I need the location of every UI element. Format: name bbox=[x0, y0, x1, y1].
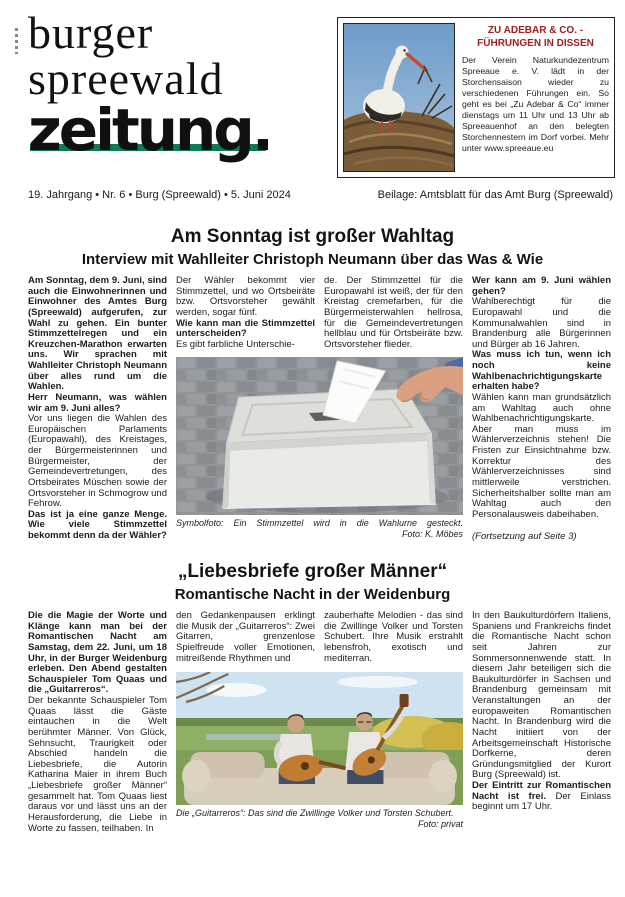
article1-column-2 bbox=[176, 276, 315, 353]
article2-subheadline: Romantische Nacht in der Weidenburg bbox=[174, 586, 451, 603]
ballot-box-caption bbox=[176, 518, 463, 541]
supplement-info: Beilage: Amtsblatt für das Amt Burg (Spreewald) bbox=[377, 189, 613, 201]
stork-illustration bbox=[344, 24, 454, 171]
caption-text: Symbolfoto: Ein Stimmzettel wird in die Wahlurne gesteckt. bbox=[176, 517, 463, 528]
article1-columns bbox=[0, 276, 625, 543]
article2-closing bbox=[472, 781, 611, 813]
article1-continuation-note: (Fortsetzung auf Seite 3) bbox=[472, 531, 577, 543]
article2-column-1 bbox=[28, 611, 167, 834]
article1-answer-2: Der Wähler bekommt vier Stimmzettel, und wo Ortsbeiräte bzw. Ortsvorsteher gewählt werden, sogar fünf. bbox=[176, 275, 315, 318]
photo-credit: Foto: K. Möbes bbox=[401, 529, 463, 540]
article1-column-1 bbox=[28, 276, 167, 543]
info-box-body: Der Verein Naturkundezentrum Spreeaue e. V. lädt in der Storchensaison wieder zu verschiedenen Führungen ein. So geht es bei „Zu Adebar & Co“ immer dienstags um 11 Uhr und 13 Uhr ab Spreeauenhof an den belegten Storchennestern im Dorf vorbei. Mehr unter www.spreeaue.eu bbox=[462, 55, 609, 153]
article2-closing-bold: Der Eintritt zur Romantischen Nacht ist frei. bbox=[472, 780, 611, 802]
ballot-box-figure bbox=[176, 357, 463, 543]
article1-column-4 bbox=[472, 276, 611, 543]
guitarists-photo bbox=[176, 672, 463, 805]
info-box-title bbox=[462, 25, 609, 50]
article1-subheadline: Interview mit Wahlleiter Christoph Neumann über das Was & Wie bbox=[81, 251, 544, 268]
article1-intro: Am Sonntag, dem 9. Juni, sind auch die Einwohnerinnen und Einwohner des Amtes Burg (Spreewald) aufgerufen, zur Wahl zu gehen. Ein bunter Stimmzettelregen und ein Kreuzchen-Marathon erwarten uns. Wir sprachen mit Wahlleiter Christoph Neumann über alles rund um die Wahlen. bbox=[28, 275, 167, 393]
article2-column-2 bbox=[176, 611, 315, 668]
article2-closing-rest: Der Einlass beginnt um 17 Uhr. bbox=[472, 790, 611, 813]
article2-intro: Die die Magie der Worte und Klänge kann man bei der Romantischen Nacht am Samstag, dem 22. Juni, um 18 Uhr, in der Burger Weidenburg erleben. Den Abend gestalten Schauspieler Tom Quaas und die „Guitarreros“. bbox=[28, 610, 167, 696]
article1-answer-3-continued: de. Der Stimmzettel für die Europawahl ist weiß, der für den Kreistag cremefarben, für die Bürgermeisterwahlen hellrosa, für die Gemeindevertretungen hellblau und für Ortsbeiräte bzw. Ortsvorsteher flieder. bbox=[324, 275, 463, 350]
article1-column-3 bbox=[324, 276, 463, 353]
info-box-text bbox=[462, 23, 609, 172]
guitarists-figure bbox=[176, 672, 463, 834]
article1-question-1: Herr Neumann, was wählen wir am 9. Juni alles? bbox=[28, 391, 167, 414]
article1-answer-4: Wahlberechtigt für die Europawahl und die Kommunalwahlen sind in Brandenburg alle Bürgerinnen und Bürger ab 16 Jahren. bbox=[472, 296, 611, 350]
article1-headline: Am Sonntag ist großer Wahltag bbox=[170, 226, 455, 247]
article2-columns bbox=[0, 611, 625, 834]
issue-line bbox=[28, 189, 613, 201]
stork-info-box bbox=[337, 17, 615, 178]
article2-body-3: zauberhafte Melodien - das sind die Zwillinge Volker und Torsten Schubert. Ihre Musik erstrahlt lebensfroh, exotisch und mediterran. bbox=[324, 610, 463, 664]
article2-body-4: In den Baukulturdörfern Italiens, Spaniens und Frankreichs findet die Romantische Nacht schon seit Jahren zur Sommersonnenwende statt. In diesem Jahr beteiligen sich die Baukulturdörfer in Sachsen und Brandenburg gemeinsam mit Veranstaltungen an der europaweiten Romantischen Nacht. In Brandenburg wird die Nacht initiiert von der Arbeitsgemeinschaft Historische Dorfkerne, deren Gründungsmitglied der Kurort Burg (Spreewald) ist. bbox=[472, 610, 611, 781]
masthead-period: . bbox=[251, 96, 274, 164]
article2-body-2: den Gedankenpausen erklingt die Musik der „Guitarreros“: Zwei Gitarren, grenzenlose Spielfreude voller Emotionen, mitreißende Rhythmen und bbox=[176, 610, 315, 664]
article1-question-4: Wer kann am 9. Juni wählen gehen? bbox=[472, 275, 611, 297]
article1-answer-3-start: Es gibt farbliche Unterschie- bbox=[176, 338, 295, 350]
masthead-title-line3-wrap bbox=[28, 96, 274, 168]
edge-print-mark bbox=[15, 28, 18, 54]
masthead-title-line1: burger bbox=[28, 7, 154, 58]
stork-photo bbox=[343, 23, 455, 172]
article2-column-3 bbox=[324, 611, 463, 668]
masthead bbox=[0, 0, 625, 212]
masthead-title-line3: zeitung bbox=[28, 96, 252, 164]
article2-body-1: Der bekannte Schauspieler Tom Quaas lässt die Gäste eintauchen in die Welt berühmter Männer. Von Glück, Sehnsucht, Traurigkeit oder Abschied handeln die Liebesbriefe, die Autorin Katharina Maier in ihrem Buch „Liebesbriefe großer Männer“ gesammelt hat. Tom Quaas liest daraus vor und lässt uns an der Herausforderung, die Liebe in Worte zu fassen, teilhaben. In bbox=[28, 695, 167, 834]
info-box-title-line2: FÜHRUNGEN IN DISSEN bbox=[477, 37, 594, 49]
article-wahltag bbox=[0, 226, 625, 543]
article1-question-2: Das ist ja eine ganze Menge. Wie viele Stimmzettel bekommt denn da der Wähler? bbox=[28, 508, 167, 541]
article1-answer-5: Wählen kann man grundsätzlich am Wahltag auch ohne Wahlbenachrichtigungskarte. Aber man muss im Wählerverzeichnis stehen! Die Fristen zur Einsichtnahme bzw. Korrektur des Wählerverzeichnisses sind mittlerweile verstrichen. Sicherheitshalber sollte man am Wahltag auch den Personalausweis dabeihaben. bbox=[472, 391, 611, 520]
guitarists-caption bbox=[176, 808, 463, 830]
ballot-box-photo bbox=[176, 357, 463, 515]
issue-info: 19. Jahrgang • Nr. 6 • Burg (Spreewald) • 5. Juni 2024 bbox=[28, 189, 291, 201]
article2-headline: „Liebesbriefe großer Männer“ bbox=[177, 561, 448, 582]
article1-answer-1: Vor uns liegen die Wahlen des Europäischen Parlaments (Europawahl), des Kreistages, der Bürgermeisterinnen und Bürgermeister, der Gemeindevertretungen, des Ortsbeirates Müschen sowie der Ortsvorsteher in Schmogrow und Fehrow. bbox=[28, 413, 167, 510]
article-romantische-nacht bbox=[0, 561, 625, 834]
article1-question-5: Was muss ich tun, wenn ich noch keine Wahlbenachrichtigungskarte erhalten habe? bbox=[472, 349, 611, 393]
article2-column-4 bbox=[472, 611, 611, 834]
masthead-title-line2: spreewald bbox=[28, 53, 224, 104]
article1-question-3: Wie kann man die Stimmzettel unterscheiden? bbox=[176, 317, 315, 340]
masthead-title bbox=[28, 7, 274, 168]
info-box-title-line1: ZU ADEBAR & CO. - bbox=[487, 25, 584, 36]
photo-credit: Foto: privat bbox=[414, 819, 463, 830]
caption-text: Die „Guitarreros“: Das sind die Zwillinge Volker und Torsten Schubert. bbox=[176, 808, 454, 819]
